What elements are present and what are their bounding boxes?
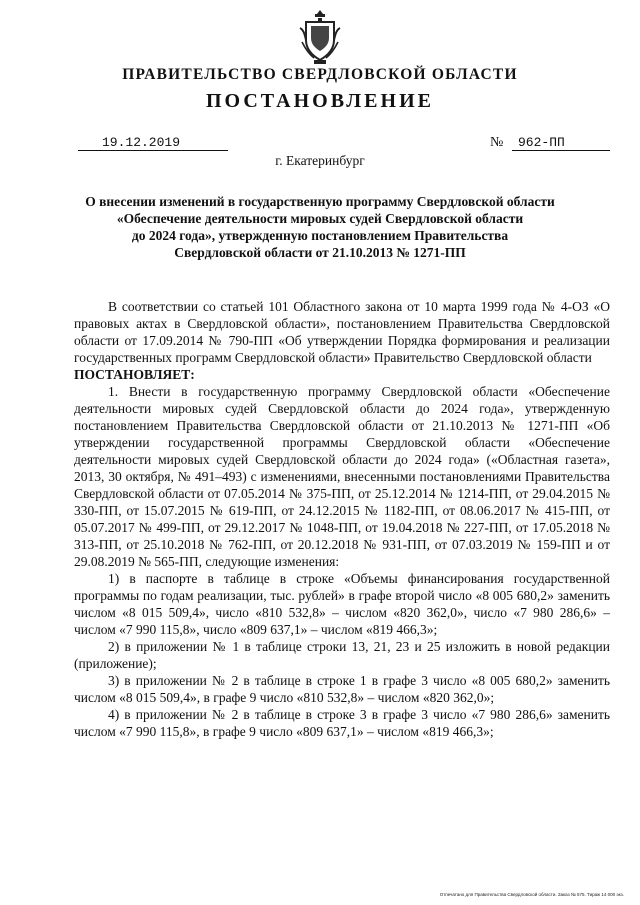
document-heading xyxy=(70,193,570,261)
subitem-4-paragraph: 4) в приложении № 2 в таблице в строке 3 в графе 3 число «7 980 286,6» заменить числом «7 990 115,8», в графе 9 число «809 637,1» – числом «819 466,3»; xyxy=(74,707,610,739)
number-value: 962-ПП xyxy=(512,135,610,151)
preamble-paragraph: В соответствии со статьей 101 Областного закона от 10 марта 1999 года № 4-ОЗ «О правовых актах в Свердловской области», постановлением Правительства Свердловской области от 17.09.2014 № 790-ПП «Об утверждении Порядка формирования и реализации государственных программ Свердловской области» Правительство Свердловской области xyxy=(74,299,610,365)
heading-line: до 2024 года», утвержденную постановлением Правительства xyxy=(131,228,509,243)
heading-line: «Обеспечение деятельности мировых судей Свердловской области xyxy=(116,211,524,226)
document-body xyxy=(74,298,610,740)
document-date: 19.12.2019 xyxy=(78,135,228,151)
subitem-2-paragraph: 2) в приложении № 1 в таблице строки 13, 21, 23 и 25 изложить в новой редакции (приложение); xyxy=(74,639,610,671)
item-1-paragraph: 1. Внести в государственную программу Свердловской области «Обеспечение деятельности мировых судей Свердловской области до 2024 года», утвержденную постановлением Правительства Свердловской области от 21.10.2013 № 1271-ПП «Об утверждении государственной программы Свердловской области «Обеспечение деятельности мировых судей Свердловской области до 2024 года» («Областная газета», 2013, 30 октября, № 491–493) с изменениями, внесенными постановлениями Правительства Свердловской области от 07.05.2014 № 375-ПП, от 25.12.2014 № 1214-ПП, от 29.04.2015 № 330-ПП, от 15.07.2015 № 619-ПП, от 24.12.2015 № 1182-ПП, от 08.06.2017 № 415-ПП, от 05.07.2017 № 499-ПП, от 29.12.2017 № 1048-ПП, от 19.04.2018 № 227-ПП, от 17.05.2018 № 313-ПП, от 25.10.2018 № 762-ПП, от 20.12.2018 № 931-ПП, от 07.03.2019 № 159-ПП и от 29.08.2019 № 565-ПП, следующие изменения: xyxy=(74,384,610,569)
government-title: ПРАВИТЕЛЬСТВО СВЕРДЛОВСКОЙ ОБЛАСТИ xyxy=(122,66,518,83)
document-type: ПОСТАНОВЛЕНИЕ xyxy=(206,90,434,112)
city: г. Екатеринбург xyxy=(275,153,365,168)
resolves-label: ПОСТАНОВЛЯЕТ: xyxy=(74,367,195,382)
heading-line: Свердловской области от 21.10.2013 № 1271-ПП xyxy=(174,245,466,260)
subitem-3-paragraph: 3) в приложении № 2 в таблице в строке 1 в графе 3 число «8 005 680,2» заменить числом «8 015 509,4», в графе 9 число «810 532,8» – числом «820 362,0»; xyxy=(74,673,610,705)
subitem-1-paragraph: 1) в паспорте в таблице в строке «Объемы финансирования государственной программы по годам реализации, тыс. рублей» в графе второй число «8 005 680,2» заменить числом «8 015 509,4», число «810 532,8» – числом «820 362,0», число «7 980 286,6» – числом «7 990 115,8», число «809 637,1» – числом «819 466,3»; xyxy=(74,571,610,637)
heading-line: О внесении изменений в государственную программу Свердловской области xyxy=(85,194,555,209)
coat-of-arms-icon xyxy=(298,8,342,66)
print-footer: Отпечатано для Правительства Свердловской области. Заказ № 575. Тираж 14 000 экз. xyxy=(439,892,624,897)
number-label: № xyxy=(490,135,504,150)
